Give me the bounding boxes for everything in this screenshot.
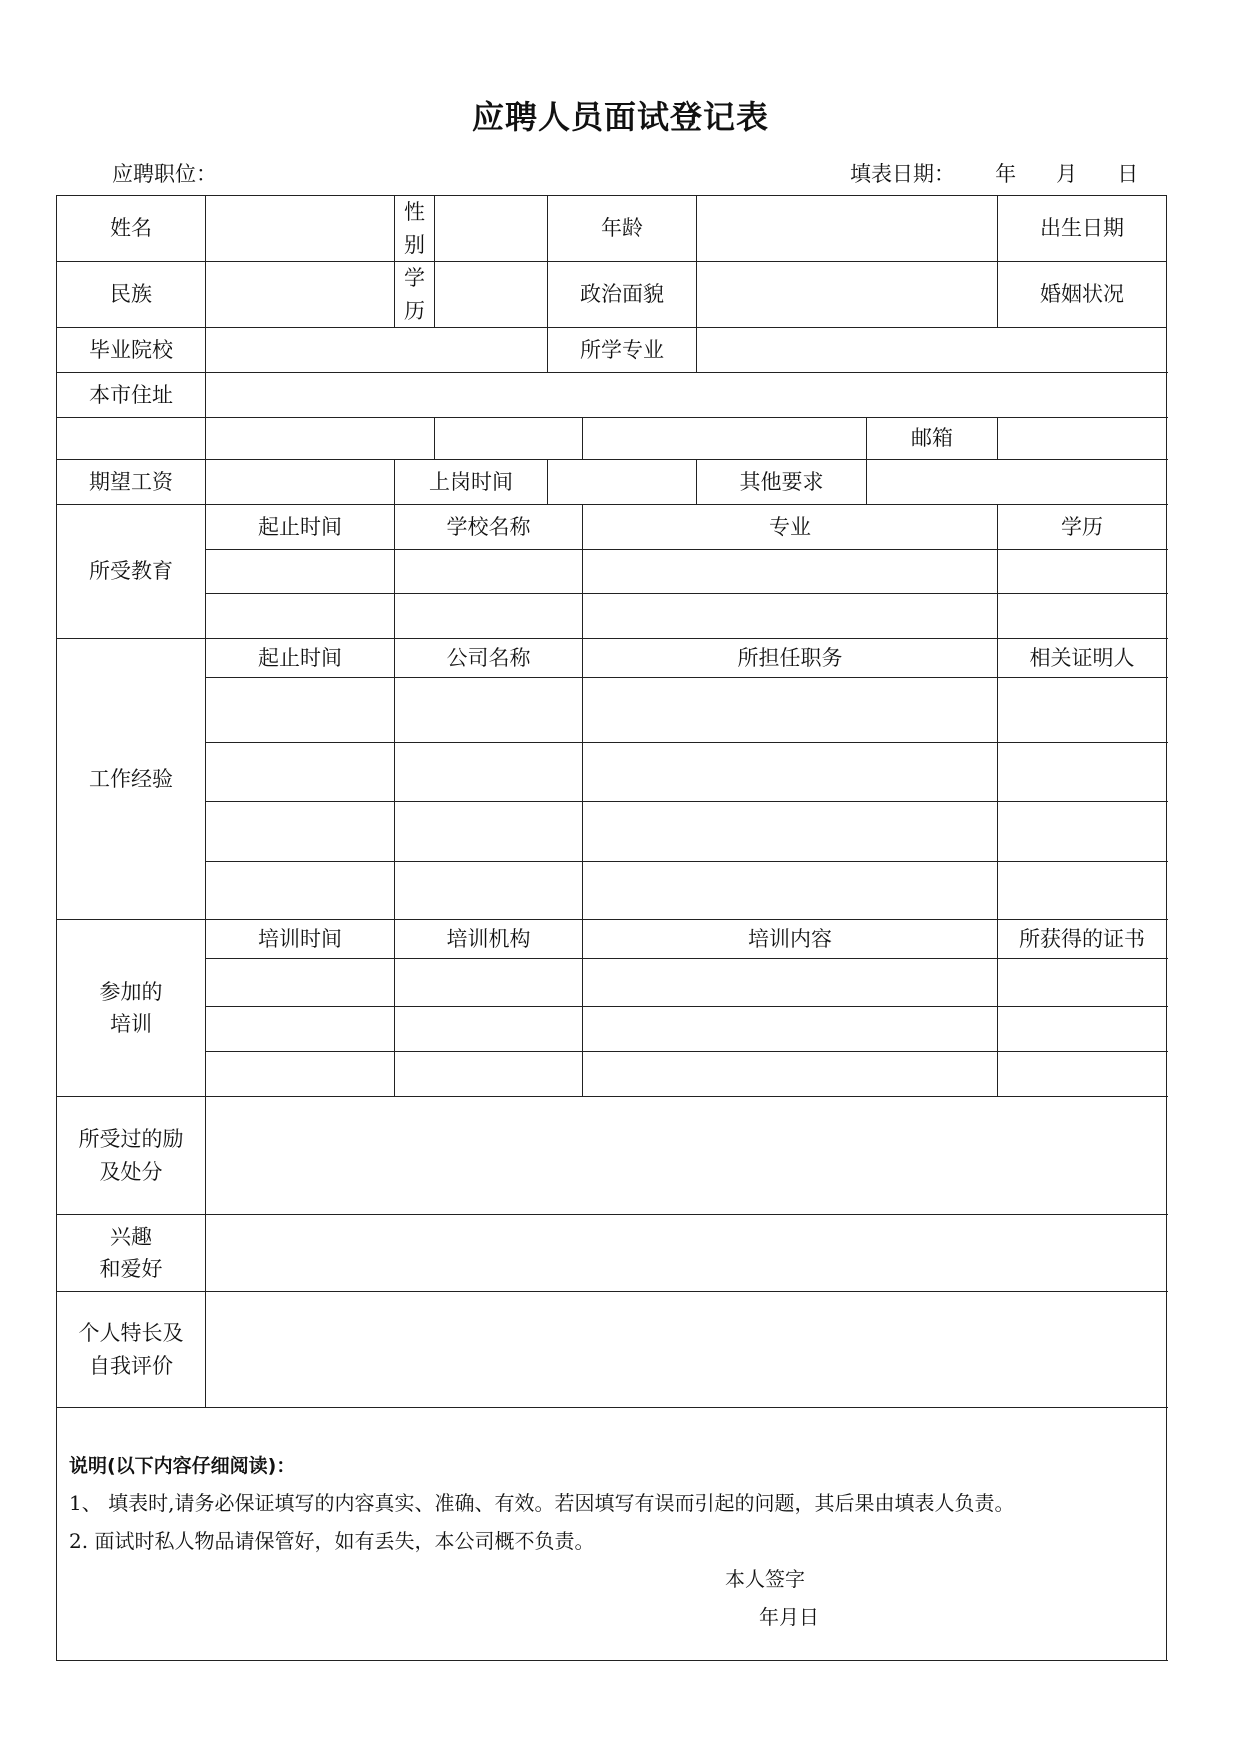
work-cell[interactable]: [583, 802, 998, 862]
label-other-requirements: 其他要求: [697, 460, 867, 505]
awards-field[interactable]: [206, 1097, 1167, 1215]
hobbies-label: [57, 1215, 206, 1292]
label-major: 所学专业: [548, 328, 697, 373]
label-expected-salary: 期望工资: [57, 460, 206, 505]
work-cell[interactable]: [583, 678, 998, 743]
month-label: 月: [1056, 162, 1078, 186]
specialty-label-line2: 自我评价: [89, 1353, 173, 1378]
ethnicity-field[interactable]: [206, 262, 395, 328]
training-header-time: 培训时间: [206, 920, 395, 959]
training-cell[interactable]: [395, 1007, 583, 1052]
training-header-certificate: 所获得的证书: [998, 920, 1167, 959]
signature-label: 本人签字: [725, 1567, 805, 1592]
contact-field[interactable]: [435, 418, 583, 460]
work-section-label: 工作经验: [57, 639, 206, 920]
training-cell[interactable]: [583, 959, 998, 1007]
fill-date: [850, 158, 1138, 188]
school-field[interactable]: [206, 328, 548, 373]
training-cell[interactable]: [998, 1052, 1167, 1097]
work-cell[interactable]: [206, 862, 395, 920]
work-cell[interactable]: [583, 862, 998, 920]
age-field[interactable]: [697, 196, 998, 262]
label-age: 年龄: [548, 196, 697, 262]
edu-header-degree: 学历: [998, 505, 1167, 550]
work-cell[interactable]: [998, 802, 1167, 862]
degree-field[interactable]: [435, 262, 548, 328]
label-ethnicity: 民族: [57, 262, 206, 328]
label-marital-status: 婚姻状况: [998, 262, 1167, 328]
edu-header-major: 专业: [583, 505, 998, 550]
awards-label: [57, 1097, 206, 1215]
page-title: 应聘人员面试登记表: [471, 98, 769, 136]
training-cell[interactable]: [998, 959, 1167, 1007]
notes-section: [57, 1408, 1167, 1661]
phone-label-cell[interactable]: [57, 418, 206, 460]
label-gender: 性别: [395, 196, 435, 262]
training-cell[interactable]: [206, 1052, 395, 1097]
work-cell[interactable]: [583, 743, 998, 802]
education-section-label: 所受教育: [57, 505, 206, 639]
training-cell[interactable]: [206, 959, 395, 1007]
training-cell[interactable]: [998, 1007, 1167, 1052]
work-cell[interactable]: [395, 743, 583, 802]
training-cell[interactable]: [206, 1007, 395, 1052]
gender-field[interactable]: [435, 196, 548, 262]
start-time-field[interactable]: [548, 460, 697, 505]
address-field[interactable]: [206, 373, 1167, 418]
work-header-period: 起止时间: [206, 639, 395, 678]
hobbies-label-line2: 和爱好: [99, 1257, 163, 1282]
edu-cell[interactable]: [583, 550, 998, 594]
position-label: 应聘职位：: [112, 162, 217, 186]
hobbies-field[interactable]: [206, 1215, 1167, 1292]
political-status-field[interactable]: [697, 262, 998, 328]
email-field[interactable]: [998, 418, 1167, 460]
other-requirements-field[interactable]: [867, 460, 1167, 505]
edu-cell[interactable]: [206, 550, 395, 594]
name-field[interactable]: [206, 196, 395, 262]
work-header-position: 所担任职务: [583, 639, 998, 678]
work-cell[interactable]: [998, 743, 1167, 802]
notes-item-1: 1、 填表时,请务必保证填写的内容真实、准确、有效。若因填写有误而引起的问题，其后果由填表人负责。: [69, 1491, 1015, 1516]
edu-cell[interactable]: [583, 594, 998, 639]
specialty-label-line1: 个人特长及: [78, 1321, 184, 1346]
training-cell[interactable]: [395, 1052, 583, 1097]
training-label-line2: 培训: [110, 1012, 152, 1037]
training-cell[interactable]: [395, 959, 583, 1007]
label-birthdate: 出生日期: [998, 196, 1167, 262]
training-cell[interactable]: [583, 1007, 998, 1052]
contact-field-2[interactable]: [583, 418, 867, 460]
expected-salary-field[interactable]: [206, 460, 395, 505]
edu-cell[interactable]: [206, 594, 395, 639]
specialty-label: [57, 1292, 206, 1408]
day-label: 日: [1117, 162, 1139, 186]
work-cell[interactable]: [395, 678, 583, 743]
work-header-company: 公司名称: [395, 639, 583, 678]
work-cell[interactable]: [206, 743, 395, 802]
label-school: 毕业院校: [57, 328, 206, 373]
phone-field[interactable]: [206, 418, 435, 460]
label-address: 本市住址: [57, 373, 206, 418]
label-name: 姓名: [57, 196, 206, 262]
notes-item-2: 2. 面试时私人物品请保管好，如有丢失，本公司概不负责。: [69, 1529, 595, 1554]
edu-cell[interactable]: [998, 550, 1167, 594]
label-political-status: 政治面貌: [548, 262, 697, 328]
label-degree: 学历: [395, 262, 435, 328]
work-header-reference: 相关证明人: [998, 639, 1167, 678]
work-cell[interactable]: [395, 802, 583, 862]
year-label: 年: [995, 162, 1017, 186]
edu-header-school: 学校名称: [395, 505, 583, 550]
signature-date: 年月日: [759, 1605, 819, 1630]
label-email: 邮箱: [867, 418, 998, 460]
specialty-field[interactable]: [206, 1292, 1167, 1408]
training-cell[interactable]: [583, 1052, 998, 1097]
training-section-label: [57, 920, 206, 1097]
awards-label-line2: 及处分: [99, 1159, 163, 1184]
major-field[interactable]: [697, 328, 1167, 373]
edu-header-period: 起止时间: [206, 505, 395, 550]
registration-form: [56, 195, 1167, 1661]
work-cell[interactable]: [206, 678, 395, 743]
hobbies-label-line1: 兴趣: [110, 1224, 152, 1249]
notes-heading: 说明(以下内容仔细阅读)：: [69, 1455, 296, 1478]
training-header-institution: 培训机构: [395, 920, 583, 959]
date-label: 填表日期：: [850, 162, 955, 186]
work-cell[interactable]: [998, 862, 1167, 920]
training-header-content: 培训内容: [583, 920, 998, 959]
edu-cell[interactable]: [395, 594, 583, 639]
edu-cell[interactable]: [998, 594, 1167, 639]
work-cell[interactable]: [206, 802, 395, 862]
awards-label-line1: 所受过的励: [78, 1127, 184, 1152]
work-cell[interactable]: [395, 862, 583, 920]
label-start-time: 上岗时间: [395, 460, 548, 505]
training-label-line1: 参加的: [99, 979, 163, 1004]
work-cell[interactable]: [998, 678, 1167, 743]
edu-cell[interactable]: [395, 550, 583, 594]
